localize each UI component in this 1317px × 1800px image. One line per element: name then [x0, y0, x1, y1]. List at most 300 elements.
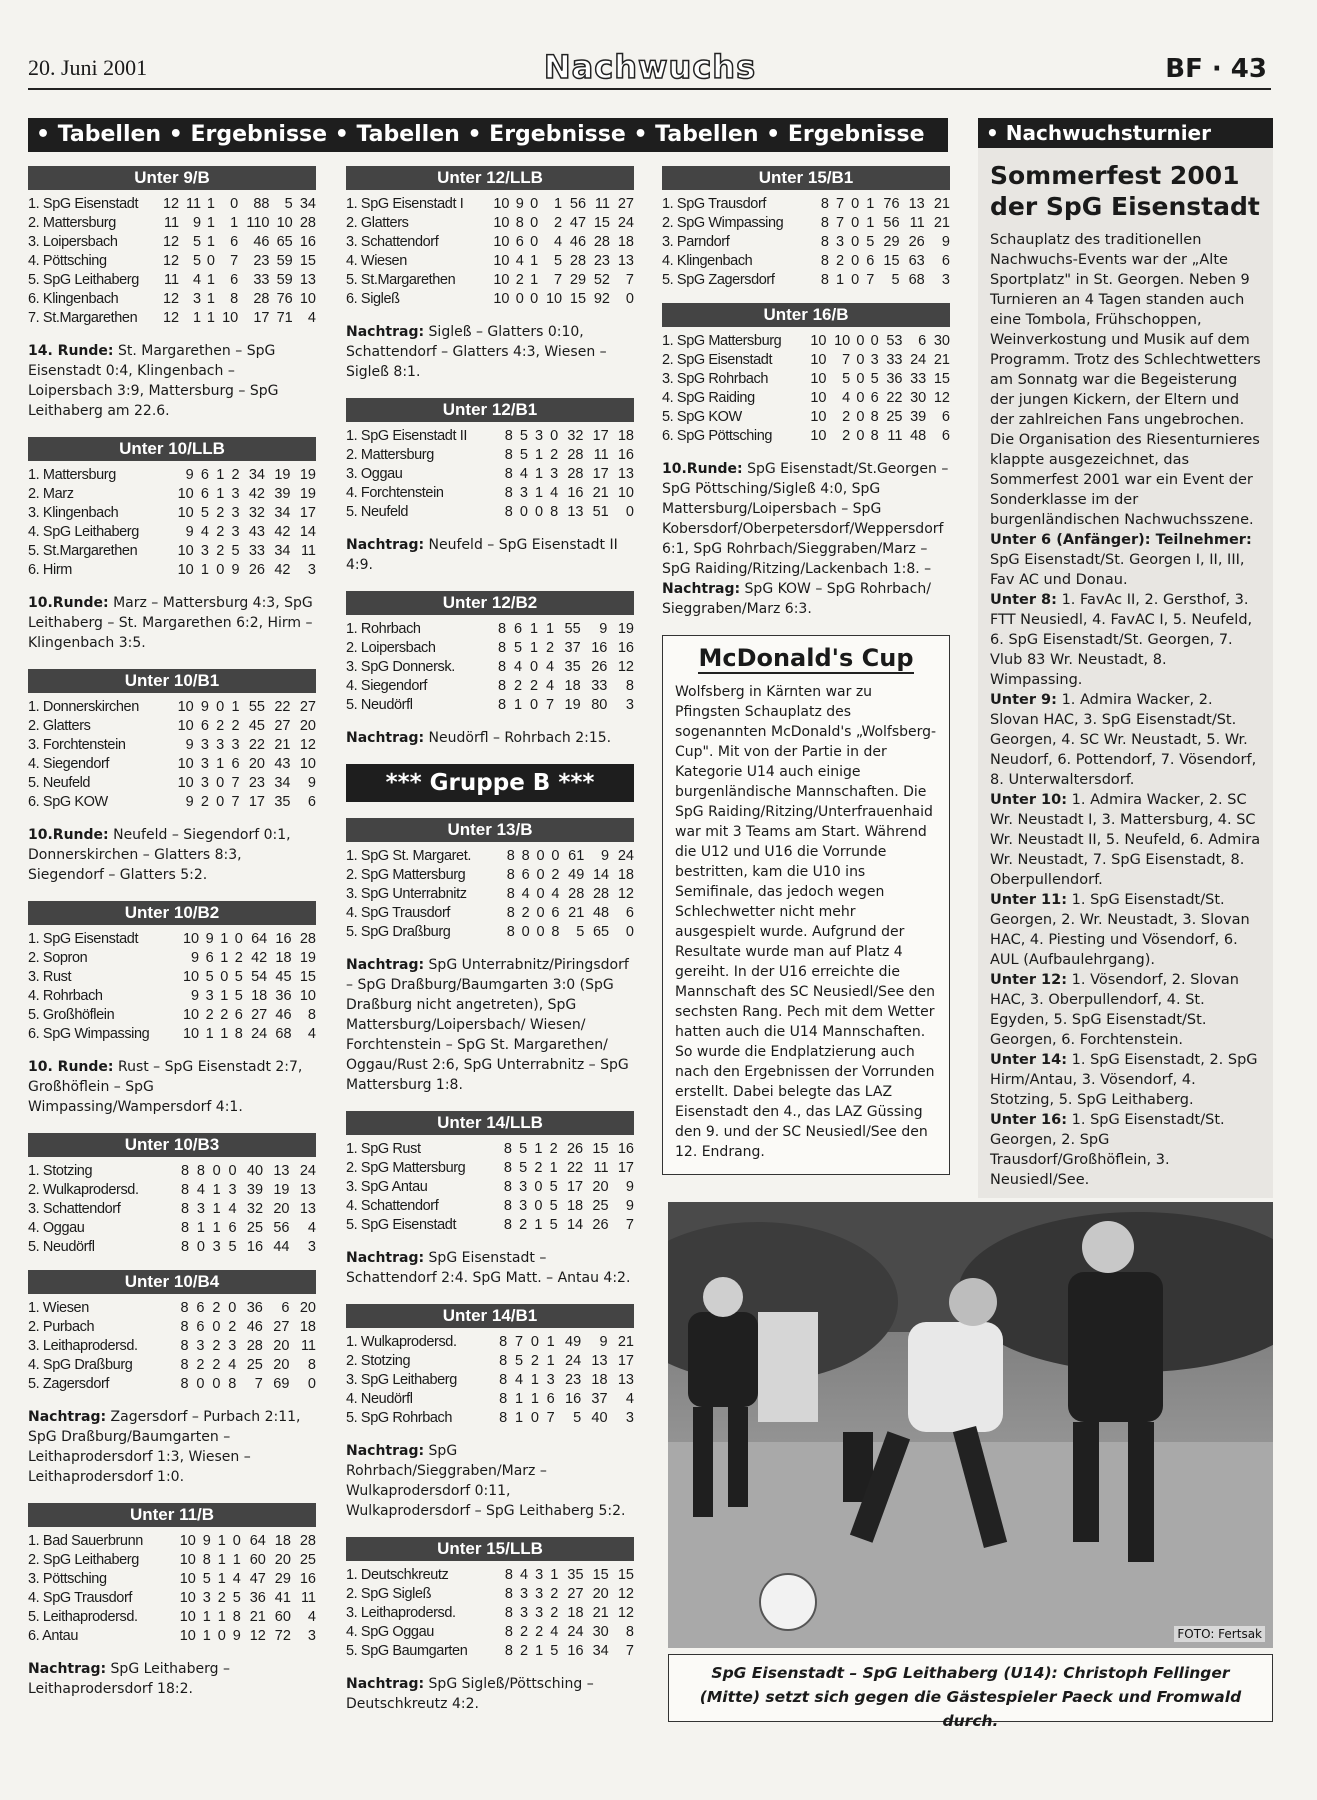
- stat-cell: 3: [535, 1566, 544, 1583]
- stat-cell: 10: [834, 332, 851, 349]
- stat-cell: 2: [216, 717, 225, 734]
- stat-cell: 2: [212, 1299, 221, 1316]
- stat-cell: 6: [515, 233, 524, 250]
- stat-cell: 5: [891, 271, 900, 288]
- stat-cell: 8: [506, 885, 515, 902]
- stat-cell: 16: [617, 1140, 634, 1157]
- stat-cell: 13: [617, 252, 634, 269]
- table-row: [28, 560, 316, 579]
- stat-cell: 10: [493, 214, 510, 231]
- stat-cell: 17: [248, 793, 265, 810]
- stat-cell: 7: [515, 1333, 524, 1350]
- stat-cell: 0: [534, 1197, 543, 1214]
- stat-cell: 6: [546, 1390, 555, 1407]
- table-row: [28, 1161, 316, 1180]
- stat-cell: 1: [212, 1219, 221, 1236]
- stat-cell: 3: [216, 736, 225, 753]
- stat-cell: 12: [617, 1585, 634, 1602]
- stat-cell: 11: [594, 195, 610, 212]
- stat-cell: 0: [535, 503, 544, 520]
- stat-cell: 9: [231, 561, 240, 578]
- stat-cell: 0: [851, 271, 860, 288]
- stat-cell: 2: [842, 408, 851, 425]
- column-2-group-b: [346, 818, 634, 1714]
- stat-cell: 1: [202, 1608, 211, 1625]
- stat-cell: 8: [307, 1006, 316, 1023]
- stat-cell: 0: [530, 195, 539, 212]
- round-results: [662, 579, 950, 619]
- stat-cell: 60: [274, 1608, 291, 1625]
- team-name: 6. Klingenbach: [28, 290, 119, 307]
- stat-cell: 2: [200, 793, 209, 810]
- stat-cell: 1: [220, 930, 229, 947]
- table-row: [346, 1408, 634, 1427]
- stat-cell: 3: [535, 1585, 544, 1602]
- stat-cell: 0: [856, 370, 865, 387]
- standings-title: Unter 11/B: [28, 1503, 316, 1527]
- stat-cell: 5: [200, 504, 209, 521]
- stat-cell: 14: [566, 1216, 584, 1233]
- standings-title: Unter 12/B2: [346, 591, 634, 615]
- tournament-result: [990, 790, 1263, 890]
- stat-cell: 28: [299, 930, 316, 947]
- stat-cell: 3: [200, 736, 209, 753]
- stat-cell: 48: [592, 904, 610, 921]
- stat-cell: 4: [196, 1181, 205, 1198]
- stat-cell: 19: [274, 466, 291, 483]
- stat-cell: 4: [228, 1356, 237, 1373]
- stat-cell: 8: [521, 847, 530, 864]
- stat-cell: 4: [193, 271, 202, 288]
- round-results: [28, 1659, 316, 1699]
- stat-cell: 32: [246, 1200, 264, 1217]
- table-row: [346, 865, 634, 884]
- stat-cell: 22: [274, 698, 291, 715]
- stat-cell: 0: [230, 195, 239, 212]
- stat-cell: 4: [521, 885, 530, 902]
- results-label: Nachtrag:: [662, 581, 741, 597]
- team-name: 6. SpG Pöttsching: [662, 427, 773, 444]
- stat-cell: 2: [515, 271, 524, 288]
- stat-cell: 1: [217, 1570, 226, 1587]
- stat-cell: 55: [248, 698, 265, 715]
- stat-cell: 12: [162, 309, 180, 326]
- stat-cell: 29: [569, 271, 587, 288]
- stat-cell: 0: [529, 696, 539, 713]
- stat-cell: 2: [216, 523, 225, 540]
- team-name: 4. Wiesen: [346, 252, 407, 269]
- stat-cell: 7: [230, 252, 239, 269]
- stat-cell: 11: [593, 1159, 609, 1176]
- stat-cell: 9: [515, 195, 524, 212]
- stat-cell: 10: [810, 427, 827, 444]
- stat-cell: 2: [231, 466, 240, 483]
- team-name: 2. Wulkaprodersd.: [28, 1181, 139, 1198]
- table-row: [346, 1370, 634, 1389]
- stat-cell: 23: [253, 252, 270, 269]
- sidebar-results: [978, 530, 1273, 1190]
- results-label: Nachtrag:: [346, 957, 425, 973]
- stat-cell: 3: [307, 1238, 316, 1255]
- stat-cell: 33: [248, 542, 265, 559]
- stat-cell: 1: [217, 1551, 226, 1568]
- table-row: [28, 1005, 316, 1024]
- section-title: Nachwuchs: [543, 48, 757, 86]
- stat-cell: 19: [273, 1181, 290, 1198]
- stat-cell: 4: [551, 885, 560, 902]
- results-label: Nachtrag:: [346, 537, 425, 553]
- stat-cell: 39: [910, 408, 927, 425]
- stat-cell: 28: [593, 233, 610, 250]
- stat-cell: 8: [870, 427, 879, 444]
- stat-cell: 44: [273, 1238, 290, 1255]
- stat-cell: 21: [617, 1333, 634, 1350]
- stat-cell: 2: [529, 677, 539, 694]
- stat-cell: 32: [248, 504, 265, 521]
- stat-cell: 12: [617, 1604, 634, 1621]
- stat-cell: 25: [299, 1551, 316, 1568]
- tournament-result: [990, 590, 1263, 690]
- stat-cell: 0: [851, 195, 860, 212]
- stat-cell: 26: [566, 1140, 584, 1157]
- stat-cell: 23: [248, 774, 265, 791]
- standings-title: Unter 10/B3: [28, 1133, 316, 1157]
- stat-cell: 9: [205, 930, 214, 947]
- stat-cell: 16: [591, 639, 608, 656]
- stat-cell: 65: [592, 923, 610, 940]
- table-row: [346, 1351, 634, 1370]
- stat-cell: 26: [592, 1216, 609, 1233]
- standings-title: Unter 15/LLB: [346, 1537, 634, 1561]
- stat-cell: 10: [810, 351, 827, 368]
- stat-cell: 30: [910, 389, 927, 406]
- team-name: 1. SpG St. Margaret.: [346, 847, 471, 864]
- stat-cell: 36: [886, 370, 903, 387]
- results-label: Nachtrag:: [346, 1676, 425, 1692]
- stat-cell: 12: [617, 658, 634, 675]
- table-row: [28, 1298, 316, 1317]
- team-name: 4. SpG Trausdorf: [28, 1589, 133, 1606]
- stat-cell: 11: [909, 214, 925, 231]
- stat-cell: 4: [842, 389, 851, 406]
- stat-cell: 10: [177, 755, 194, 772]
- table-row: [662, 350, 950, 369]
- stat-cell: 0: [851, 214, 860, 231]
- round-results: [346, 535, 634, 575]
- standings-table: [662, 166, 950, 289]
- table-row: [662, 331, 950, 350]
- stat-cell: 2: [534, 1159, 543, 1176]
- stat-cell: 7: [231, 774, 240, 791]
- stat-cell: 1: [216, 485, 225, 502]
- stat-cell: 8: [551, 923, 560, 940]
- sidebar-nachwuchsturnier: [978, 118, 1273, 1198]
- standings-title: Unter 12/LLB: [346, 166, 634, 190]
- table-row: [662, 270, 950, 289]
- stat-cell: 76: [883, 195, 900, 212]
- stat-cell: 8: [504, 465, 513, 482]
- results-label: 10. Runde:: [28, 1059, 114, 1075]
- table-row: [28, 1317, 316, 1336]
- stat-cell: 8: [820, 252, 829, 269]
- stat-cell: 34: [299, 195, 316, 212]
- stat-cell: 68: [275, 1025, 292, 1042]
- stat-cell: 8: [180, 1299, 189, 1316]
- table-row: [346, 922, 634, 941]
- stat-cell: 110: [246, 214, 270, 231]
- sidebar-intro: Schauplatz des traditionellen Nachwuchs-Events war der „Alte Sportplatz" in St. Georgen. Neben 9 Turnieren an 4 Tagen standen auch eine Tombola, Frühschoppen, Weinverkostung und Musik auf dem Programm. Trotz des Schlechtwetters am Sonnatg war die Begeisterung der jungen Kickern, der Eltern und der zahlreichen Fans ungebrochen. Die Organisation des Riesenturnieres klappte ausgezeichnet, das Sommerfest 2001 war ein Event der Sonderklasse im der burgenländischen Nachwuchsszene.: [990, 232, 1261, 528]
- stat-cell: 4: [515, 1371, 524, 1388]
- stat-cell: 10: [177, 774, 194, 791]
- stat-cell: 3: [200, 755, 209, 772]
- stat-cell: 20: [273, 1200, 290, 1217]
- stat-cell: 30: [592, 1623, 609, 1640]
- stat-cell: 10: [179, 1532, 196, 1549]
- stat-cell: 6: [234, 1006, 243, 1023]
- stat-cell: 2: [231, 717, 240, 734]
- stat-cell: 10: [493, 252, 510, 269]
- stat-cell: 1: [513, 696, 523, 713]
- stat-cell: 13: [617, 1371, 634, 1388]
- stat-cell: 27: [274, 717, 291, 734]
- column-2-group-a: [346, 166, 634, 748]
- stat-cell: 3: [196, 1337, 205, 1354]
- table-row: [28, 1550, 316, 1569]
- stat-cell: 18: [591, 1371, 608, 1388]
- stat-cell: 48: [910, 427, 927, 444]
- stat-cell: 1: [546, 1333, 555, 1350]
- stat-cell: 4: [545, 677, 555, 694]
- table-row: [662, 251, 950, 270]
- stat-cell: 0: [536, 923, 545, 940]
- stat-cell: 1: [212, 1200, 221, 1217]
- stat-cell: 1: [206, 271, 215, 288]
- team-name: 5. Großhöflein: [28, 1006, 115, 1023]
- stat-cell: 2: [550, 1585, 559, 1602]
- stat-cell: 51: [592, 503, 609, 520]
- table-row: [28, 1355, 316, 1374]
- team-name: 1. SpG Eisenstadt I: [346, 195, 464, 212]
- tournament-result: [990, 970, 1263, 1050]
- table-row: [28, 986, 316, 1005]
- team-name: 4. Schattendorf: [346, 1197, 439, 1214]
- stat-cell: 5: [866, 233, 875, 250]
- table-row: [28, 213, 316, 232]
- stat-cell: 5: [284, 195, 293, 212]
- table-row: [28, 1588, 316, 1607]
- stat-cell: 14: [592, 866, 610, 883]
- table-row: [346, 1565, 634, 1584]
- team-name: 4. Rohrbach: [28, 987, 103, 1004]
- stat-cell: 34: [274, 542, 291, 559]
- table-row: [346, 194, 634, 213]
- stat-cell: 1: [515, 1390, 524, 1407]
- standings-title: Unter 9/B: [28, 166, 316, 190]
- stat-cell: 6: [870, 389, 879, 406]
- results-label: Nachtrag:: [346, 1443, 425, 1459]
- stat-cell: 12: [162, 290, 180, 307]
- team-name: 2. Sopron: [28, 949, 88, 966]
- table-row: [28, 1237, 316, 1256]
- team-name: 2. Stotzing: [346, 1352, 411, 1369]
- stat-cell: 5: [515, 1352, 524, 1369]
- header-rule: [28, 88, 1271, 90]
- round-results: [346, 1441, 634, 1521]
- stat-cell: 8: [230, 290, 239, 307]
- stat-cell: 5: [232, 1589, 241, 1606]
- stat-cell: 10: [493, 290, 510, 307]
- stat-cell: 5: [549, 1197, 558, 1214]
- standings-title: Unter 15/B1: [662, 166, 950, 190]
- table-row: [662, 232, 950, 251]
- results-text: Neufeld – SpG Eisenstadt II 4:9.: [346, 537, 618, 573]
- stat-cell: 8: [506, 923, 515, 940]
- results-text: Neufeld – Siegendorf 0:1, Donnerskirchen – Glatters 8:3, Siegendorf – Glatters 5:2.: [28, 827, 291, 883]
- stat-cell: 32: [567, 427, 584, 444]
- team-name: 1. Wiesen: [28, 1299, 89, 1316]
- table-row: [28, 1626, 316, 1645]
- table-row: [662, 388, 950, 407]
- mcdonalds-cup-text: Wolfsberg in Kärnten war zu Pfingsten Schauplatz des sogenannten McDonald's „Wolfsberg-Cup". Mit von der Partie in der Kategorie U14 auch einige burgenländische Mannschaften. Die SpG Raiding/Ritzing/Unterfrauenhaid war mit 3 Teams am Start. Während die U12 und U16 die Vorrunde bestritten, kam die U10 ins Semifinale, das jedoch wegen Schlechwetter nicht mehr ausgespielt wurde. Aufgrund der Resultate wurde man auf Platz 4 gereiht. In der U16 erreichte die Mannschaft des SC Neusiedl/See den sechsten Rang. Pech mit dem Wetter hatten auch die U14 Mannschaften. So wurde die Endplatzierung auch nach den Ergebnissen der Vorrunden erstellt. Dabei belegte das LAZ Eisenstadt den 4., das LAZ Güssing den 9. und der SC Neusiedl/See den 12. Endrang.: [675, 684, 937, 1160]
- stat-cell: 2: [519, 1216, 528, 1233]
- team-name: 6. Hirm: [28, 561, 72, 578]
- stat-cell: 10: [179, 1589, 196, 1606]
- stat-cell: 0: [534, 1178, 543, 1195]
- stat-cell: 37: [591, 1390, 608, 1407]
- table-row: [28, 308, 316, 327]
- team-name: 5. St.Margarethen: [346, 271, 456, 288]
- stat-cell: 8: [504, 1623, 513, 1640]
- stat-cell: 16: [565, 1390, 582, 1407]
- table-row: [346, 502, 634, 521]
- results-text: SpG Eisenstadt/St.Georgen – SpG Pöttsching/Sigleß 4:0, SpG Mattersburg/Loipersbach – SpG Kobersdorf/Oberpetersdorf/Weppersdorf 6:1, SpG Rohrbach/Sieggraben/Marz – SpG Raiding/Ritzing/Lackenbach 1:8. –: [662, 461, 949, 577]
- stat-cell: 21: [933, 214, 950, 231]
- stat-cell: 6: [231, 755, 240, 772]
- stat-cell: 42: [274, 561, 291, 578]
- stat-cell: 8: [180, 1219, 190, 1236]
- stat-cell: 59: [276, 252, 293, 269]
- stat-cell: 10: [299, 755, 316, 772]
- table-row: [28, 1024, 316, 1043]
- stat-cell: 12: [249, 1627, 266, 1644]
- stat-cell: 61: [568, 847, 585, 864]
- stat-cell: 39: [246, 1181, 264, 1198]
- stat-cell: 8: [234, 1025, 243, 1042]
- stat-cell: 4: [513, 658, 523, 675]
- stat-cell: 8: [504, 446, 513, 463]
- stat-cell: 4: [307, 1608, 316, 1625]
- standings-table: [28, 1503, 316, 1645]
- team-name: 5. SpG Baumgarten: [346, 1642, 468, 1659]
- table-row: [28, 792, 316, 811]
- stat-cell: 8: [499, 1390, 508, 1407]
- round-results: [346, 1674, 634, 1714]
- round-results: [28, 593, 316, 653]
- results-label: 10.Runde:: [28, 595, 109, 611]
- team-name: 2. SpG Eisenstadt: [662, 351, 773, 368]
- team-name: 5. St.Margarethen: [28, 542, 138, 559]
- team-name: 4. Pöttsching: [28, 252, 107, 269]
- stat-cell: 10: [177, 485, 194, 502]
- stat-cell: 20: [273, 1337, 290, 1354]
- stat-cell: 3: [535, 1604, 544, 1621]
- results-text: Zagersdorf – Purbach 2:11, SpG Draßburg/Baumgarten – Leithaprodersdorf 1:3, Wiesen – Leithaprodersdorf 1:0.: [28, 1409, 301, 1485]
- stat-cell: 1: [530, 271, 539, 288]
- stat-cell: 8: [625, 1623, 634, 1640]
- stat-cell: 1: [866, 214, 875, 231]
- result-text: 1. SpG Eisenstadt/St. Georgen, 2. Wr. Neustadt, 3. Slovan HAC, 4. Piesting und Vösendorf, 6. AUL (Aufbaulehrgang).: [990, 892, 1250, 968]
- stat-cell: 0: [234, 930, 243, 947]
- stat-cell: 2: [545, 639, 555, 656]
- stat-cell: 7: [231, 793, 240, 810]
- team-name: 2. Glatters: [28, 717, 91, 734]
- stat-cell: 10: [299, 987, 316, 1004]
- stat-cell: 5: [870, 370, 879, 387]
- stat-cell: 1: [230, 214, 239, 231]
- stat-cell: 8: [820, 271, 829, 288]
- stat-cell: 0: [530, 1333, 539, 1350]
- stat-cell: 28: [568, 885, 585, 902]
- results-text: Marz – Mattersburg 4:3, SpG Leithaberg – St. Margarethen 6:2, Hirm – Klingenbach 3:5.: [28, 595, 313, 651]
- stat-cell: 10: [179, 1551, 196, 1568]
- stat-cell: 3: [870, 351, 879, 368]
- stat-cell: 35: [274, 793, 291, 810]
- stat-cell: 0: [870, 332, 879, 349]
- stat-cell: 24: [565, 1352, 582, 1369]
- table-row: [28, 697, 316, 716]
- team-name: 4. Neudörfl: [346, 1390, 413, 1407]
- stat-cell: 3: [193, 290, 202, 307]
- stat-cell: 12: [299, 736, 316, 753]
- stat-cell: 9: [232, 1627, 241, 1644]
- stat-cell: 17: [566, 1178, 584, 1195]
- stat-cell: 7: [625, 271, 634, 288]
- table-row: [346, 1389, 634, 1408]
- sidebar-headline: Sommerfest 2001 der SpG Eisenstadt: [990, 161, 1260, 221]
- team-name: 2. Mattersburg: [346, 446, 434, 463]
- stat-cell: 4: [515, 252, 524, 269]
- table-row: [346, 846, 634, 865]
- team-name: 6. SpG KOW: [28, 793, 108, 810]
- stat-cell: 8: [504, 503, 513, 520]
- stat-cell: 13: [273, 1162, 290, 1179]
- stat-cell: 2: [549, 1140, 558, 1157]
- stat-cell: 10: [810, 389, 827, 406]
- stat-cell: 5: [549, 1216, 558, 1233]
- team-name: 3. Pöttsching: [28, 1570, 107, 1587]
- stat-cell: 16: [275, 930, 292, 947]
- stat-cell: 18: [275, 949, 292, 966]
- team-name: 1. SpG Trausdorf: [662, 195, 767, 212]
- stat-cell: 0: [536, 885, 545, 902]
- stat-cell: 23: [593, 252, 610, 269]
- stat-cell: 1: [530, 1371, 539, 1388]
- stat-cell: 26: [908, 233, 925, 250]
- stat-cell: 53: [886, 332, 903, 349]
- team-name: 5. Neudörfl: [28, 1238, 95, 1255]
- stat-cell: 34: [248, 466, 265, 483]
- stat-cell: 0: [856, 351, 865, 368]
- stat-cell: 0: [625, 923, 634, 940]
- stat-cell: 6: [205, 949, 214, 966]
- stat-cell: 8: [499, 1371, 508, 1388]
- stat-cell: 2: [836, 252, 845, 269]
- stat-cell: 8: [506, 866, 515, 883]
- team-name: 2. Marz: [28, 485, 74, 502]
- stat-cell: 8: [180, 1181, 190, 1198]
- stat-cell: 12: [617, 885, 634, 902]
- result-text: 1. Admira Wacker, 2. SC Wr. Neustadt I, 3. Mattersburg, 4. SC Wr. Neustadt II, 5. Neufeld, 6. Admira Wr. Neustadt, 7. SpG Eisenstadt, 8. Oberpullendorf.: [990, 792, 1261, 888]
